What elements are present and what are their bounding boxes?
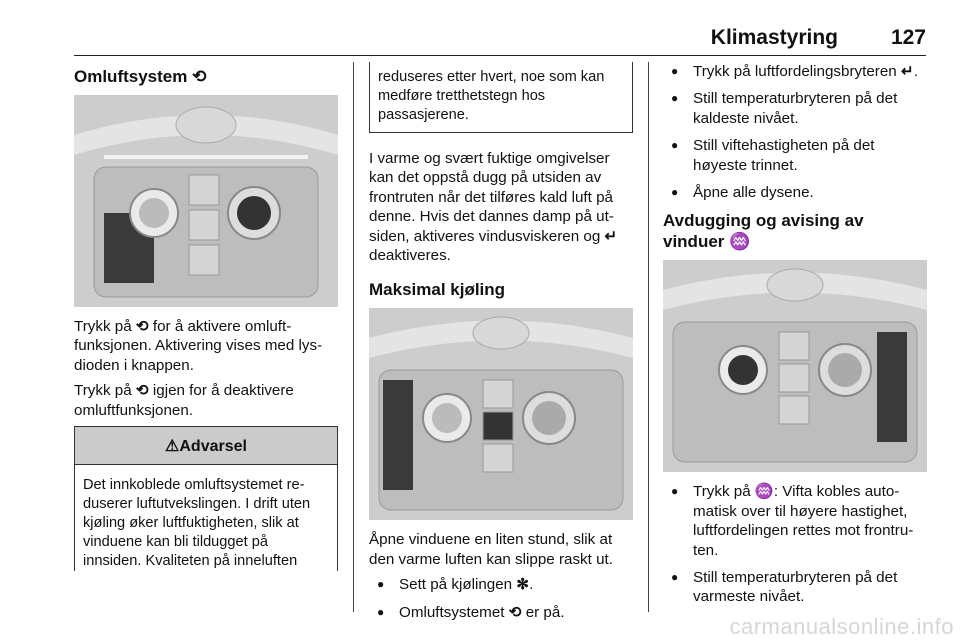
- paragraph: Åpne vinduene en liten stund, slik at den varme luften kan slippe raskt ut.: [369, 531, 613, 568]
- recirculation-icon: ⟲: [135, 318, 149, 335]
- warning-box-continued: [369, 62, 633, 133]
- page-number: 127: [890, 26, 926, 49]
- column-1: [74, 62, 338, 571]
- defrost-icon: ♒: [754, 483, 774, 501]
- section-heading: Avdugging og avising av vinduer ♒: [663, 211, 864, 252]
- column-2: [369, 62, 633, 630]
- recirculation-icon: ⟲: [508, 603, 522, 621]
- list-item: ● Still viftehastigheten på det høyeste trinnet.: [663, 136, 927, 175]
- warning-header: ⚠Advarsel: [75, 427, 337, 465]
- paragraph: Trykk på ⟲ igjen for å deaktivere omluftfunksjonen.: [74, 382, 294, 419]
- column-divider: [648, 62, 649, 612]
- list-item: ● Åpne alle dysene.: [663, 183, 927, 202]
- watermark: carmanualsonline.info: [729, 614, 954, 639]
- chapter-title: Klimastyring: [710, 26, 838, 49]
- ac-icon: ✻: [516, 576, 530, 594]
- recirculation-icon: ⟲: [192, 67, 207, 86]
- warning-text: reduseres etter hvert, noe som kan medføre tretthetstegn hos passasjerene.: [378, 69, 605, 123]
- column-divider: [353, 62, 354, 612]
- climate-panel-photo: [74, 95, 338, 307]
- warning-icon: ⚠: [165, 438, 180, 456]
- wiper-icon: ↵: [604, 227, 618, 245]
- bullet-list: [369, 575, 633, 622]
- list-item: ● Sett på kjølingen ✻.: [369, 575, 633, 594]
- list-item: ● Trykk på luftfordelingsbryteren ↵.: [663, 62, 927, 81]
- defrost-icon: ♒: [729, 232, 751, 252]
- section-heading: Maksimal kjøling: [369, 280, 506, 300]
- column-3: [663, 62, 927, 615]
- page-header: [74, 22, 926, 56]
- paragraph: I varme og svært fuktige omgivelser kan det oppstå dugg på utsiden av frontruten når det tilføres kald luft på denne. Hvis det dannes damp på ut-siden, aktiveres vindusviskeren og ↵ deaktiveres.: [369, 150, 618, 265]
- recirculation-icon: ⟲: [135, 382, 149, 400]
- list-item: ● Still temperaturbryteren på det kaldeste nivået.: [663, 89, 927, 128]
- list-item: ● Still temperaturbryteren på det varmeste nivået.: [663, 568, 927, 607]
- list-item: ● Omluftsystemet ⟲ er på.: [369, 603, 633, 622]
- section-heading: Omluftsystem ⟲: [74, 67, 207, 86]
- air-distribution-icon: ↵: [900, 63, 914, 80]
- paragraph: Trykk på ⟲ for å aktivere omluft-funksjonen. Aktivering vises med lys-dioden i knappen.: [74, 318, 323, 374]
- warning-box: [74, 426, 338, 571]
- bullet-list: [663, 62, 927, 202]
- warning-text: Det innkoblede omluftsystemet re-duserer luftutvekslingen. I drift uten kjøling øker luftfuktigheten, slik at vinduene kan bli tildugget på innsiden. Kvaliteten på inneluften: [83, 477, 311, 570]
- bullet-list: [663, 482, 927, 606]
- list-item: ● Trykk på ♒: Vifta kobles auto-matisk over til høyere hastighet, luftfordelingen rettes mot frontru-ten.: [663, 482, 927, 560]
- climate-panel-photo: [369, 308, 633, 520]
- climate-panel-photo: [663, 260, 927, 472]
